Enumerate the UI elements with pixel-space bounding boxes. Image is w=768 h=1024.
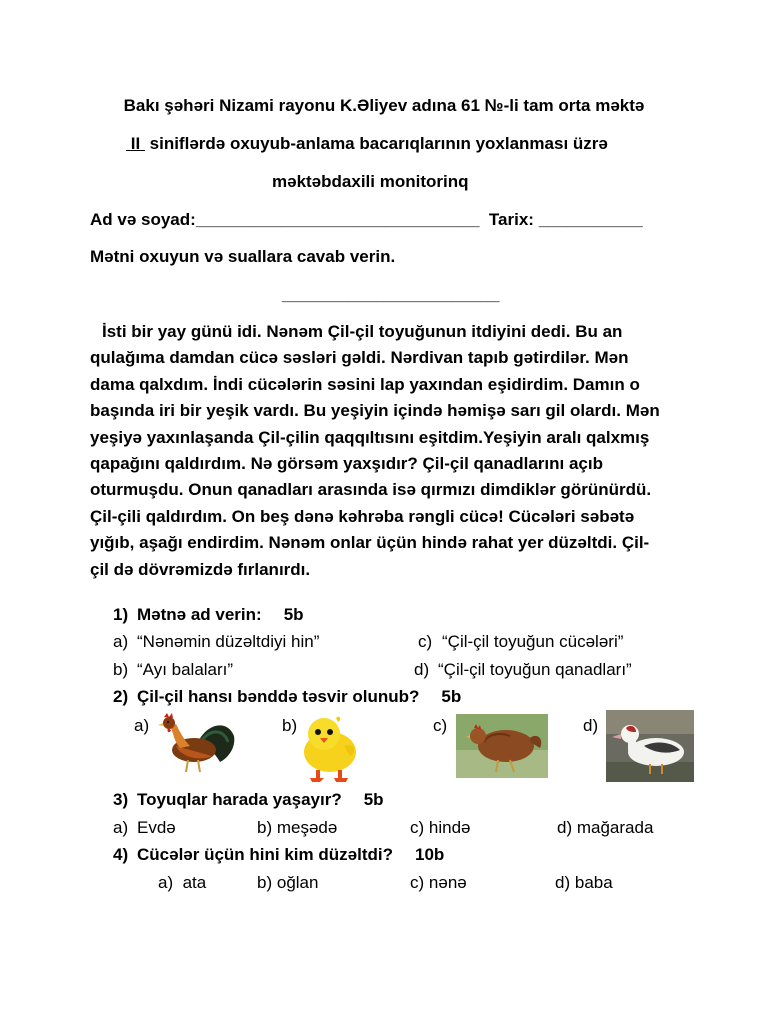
toy-chick-image[interactable] xyxy=(298,712,362,784)
story-paragraph xyxy=(90,319,680,583)
question-3 xyxy=(113,790,384,810)
q1-option-a[interactable]: a) “Nənəmin düzəltdiyi hin” xyxy=(113,632,320,651)
question-text: Toyuqlar harada yaşayır? xyxy=(137,790,342,809)
story-line: başında iri bir yeşik vardı. Bu yeşiyin içində həmişə sarı gil olardı. Mən xyxy=(90,401,660,421)
question-points: 5b xyxy=(441,687,462,706)
name-field[interactable]: ______________________________ xyxy=(195,210,480,229)
q3-option-d[interactable]: d) mağarada xyxy=(557,818,654,837)
grade-line xyxy=(126,134,608,154)
q1-option-c[interactable]: c) “Çil-çil toyuğun cücələri” xyxy=(418,632,624,651)
question-text: Mətnə ad verin: xyxy=(137,605,262,624)
name-label: Ad və soyad: xyxy=(90,210,196,229)
grade-number: II xyxy=(130,134,141,153)
question-4 xyxy=(113,845,444,865)
question-points: 5b xyxy=(283,605,304,624)
q1-option-d[interactable]: d) “Çil-çil toyuğun qanadları” xyxy=(414,660,632,679)
q1-option-b[interactable]: b) “Ayı balaları” xyxy=(113,660,234,679)
q2-option-d-letter[interactable]: d) xyxy=(583,716,599,735)
story-line: Çil-çili qaldırdım. On beş dənə kəhrəba rəngli cücə! Cücələri səbətə xyxy=(90,506,635,526)
grade-line-rest: siniflərdə oxuyub-anlama bacarıqlarının yoxlanması üzrə xyxy=(144,134,608,153)
date-field[interactable]: ___________ xyxy=(538,210,643,229)
story-line: yığıb, aşağı endirdim. Nənəm onlar üçün hində rahat yer düzəltdi. Çil- xyxy=(90,533,650,553)
instruction-text: Mətni oxuyun və suallara cavab verin. xyxy=(90,247,396,266)
hen-image[interactable] xyxy=(456,714,548,778)
q2-option-c-letter[interactable]: c) xyxy=(433,716,448,735)
q2-option-a-letter[interactable]: a) xyxy=(134,716,150,735)
question-number: 3) xyxy=(113,790,129,809)
q3-option-a[interactable]: a) Evdə xyxy=(113,818,176,837)
q3-option-c[interactable]: c) hində xyxy=(410,818,471,837)
rooster-image[interactable] xyxy=(150,712,238,776)
q4-option-a[interactable]: a) ata xyxy=(158,873,207,892)
question-number: 2) xyxy=(113,687,129,706)
name-date-line xyxy=(90,210,643,230)
question-number: 1) xyxy=(113,605,129,624)
question-number: 4) xyxy=(113,845,129,864)
question-text: Çil-çil hansı bənddə təsvir olunub? xyxy=(137,687,420,706)
q4-option-c[interactable]: c) nənə xyxy=(410,873,467,892)
q4-option-d[interactable]: d) baba xyxy=(555,873,613,892)
q4-option-b[interactable]: b) oğlan xyxy=(257,873,319,892)
question-points: 10b xyxy=(414,845,445,864)
question-1 xyxy=(113,605,304,625)
story-title-blank[interactable]: _______________________ xyxy=(282,285,500,304)
question-points: 5b xyxy=(363,790,384,809)
story-line: qapağını qaldırdım. Nə görsəm yaxşıdır? Çil-çil qanadlarını açıb xyxy=(90,454,603,474)
q3-option-b[interactable]: b) meşədə xyxy=(257,818,338,837)
date-label: Tarix: xyxy=(488,210,534,229)
question-text: Cücələr üçün hini kim düzəltdi? xyxy=(137,845,393,864)
monitoring-title: məktəbdaxili monitorinq xyxy=(272,172,469,191)
school-title: Bakı şəhəri Nizami rayonu K.Əliyev adına 61 №-li tam orta məktə xyxy=(123,96,645,115)
story-line: dama qalxdım. İndi cücələrin səsini lap yaxından eşidirdim. Damın o xyxy=(90,374,640,394)
story-line: oturmuşdu. Onun qanadları arasında isə qırmızı dimdiklər görünürdü. xyxy=(90,480,652,500)
story-line: çil də dövrəmizdə fırlanırdı. xyxy=(90,559,311,579)
story-line: yeşiyə yaxınlaşanda Çil-çilin qaqqıltısını eşitdim.Yeşiyin aralı qalxmış xyxy=(90,427,650,447)
question-2 xyxy=(113,687,461,707)
q2-option-b-letter[interactable]: b) xyxy=(282,716,298,735)
story-line: qulağıma damdan cücə səsləri gəldi. Nərdivan tapıb gətirdilər. Mən xyxy=(90,348,629,368)
duck-image[interactable] xyxy=(606,710,694,782)
story-line: İsti bir yay günü idi. Nənəm Çil-çil toyuğunun itdiyini dedi. Bu an xyxy=(102,322,623,341)
